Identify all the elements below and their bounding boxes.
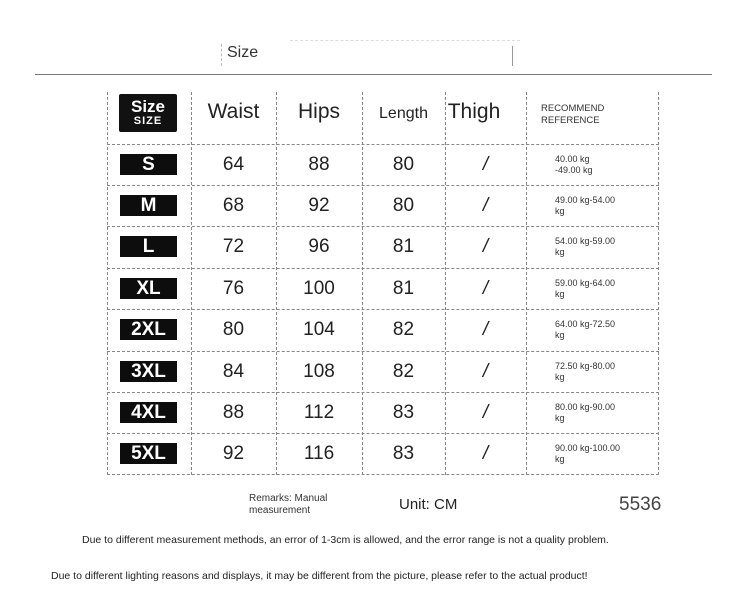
reference-text bbox=[555, 278, 615, 300]
size-tag: S bbox=[120, 154, 177, 175]
reference-line1: 80.00 kg-90.00 bbox=[555, 402, 616, 412]
cell-hips: 116 bbox=[303, 443, 335, 464]
column-header-waist: Waist bbox=[207, 100, 260, 123]
cell-length: 82 bbox=[392, 361, 415, 382]
cell-waist: 88 bbox=[222, 402, 245, 423]
table-row bbox=[107, 309, 659, 351]
cell-waist: 92 bbox=[222, 443, 245, 464]
measurement-note: Due to different measurement methods, an error of 1-3cm is allowed, and the error range is not a quality problem. bbox=[82, 534, 609, 546]
reference-line2: kg bbox=[555, 247, 565, 257]
reference-line2: kg bbox=[555, 454, 565, 464]
reference-line1: 90.00 kg-100.00 bbox=[555, 443, 621, 453]
reference-text bbox=[555, 195, 615, 217]
reference-line2: kg bbox=[555, 330, 565, 340]
cell-reference bbox=[555, 309, 655, 351]
cell-reference bbox=[555, 185, 655, 227]
reference-header-line1: RECOMMEND bbox=[541, 103, 605, 114]
cell-hips: 100 bbox=[303, 278, 335, 299]
title-tick-right bbox=[512, 46, 513, 66]
cell-length: 81 bbox=[392, 278, 415, 299]
cell-waist: 84 bbox=[222, 361, 245, 382]
cell-length: 81 bbox=[392, 236, 415, 257]
size-table bbox=[107, 92, 659, 475]
header-rule bbox=[35, 74, 712, 75]
cell-reference bbox=[555, 351, 655, 393]
table-row bbox=[107, 392, 659, 434]
size-tag: M bbox=[120, 195, 177, 216]
cell-hips: 92 bbox=[308, 195, 330, 216]
cell-length: 82 bbox=[392, 319, 415, 340]
reference-line1: 54.00 kg-59.00 bbox=[555, 236, 616, 246]
cell-waist: 76 bbox=[222, 278, 245, 299]
reference-text bbox=[555, 402, 615, 424]
cell-reference bbox=[555, 268, 655, 310]
cell-length: 83 bbox=[392, 443, 415, 464]
reference-line2: -49.00 kg bbox=[555, 165, 593, 175]
reference-line1: 64.00 kg-72.50 bbox=[555, 319, 616, 329]
column-header-length: Length bbox=[379, 105, 428, 122]
cell-hips: 96 bbox=[308, 236, 330, 257]
cell-thigh: / bbox=[482, 319, 489, 340]
column-header-thigh: Thigh bbox=[447, 100, 501, 123]
cell-reference bbox=[555, 433, 655, 475]
table-row bbox=[107, 268, 659, 310]
title-tick-left bbox=[221, 44, 223, 66]
cell-waist: 68 bbox=[222, 195, 245, 216]
table-row bbox=[107, 144, 659, 186]
reference-line1: 40.00 kg bbox=[555, 154, 590, 164]
cell-thigh: / bbox=[482, 236, 489, 257]
reference-line2: kg bbox=[555, 413, 565, 423]
reference-line2: kg bbox=[555, 372, 565, 382]
cell-hips: 88 bbox=[308, 154, 330, 175]
size-logo bbox=[119, 94, 177, 132]
reference-text bbox=[555, 319, 615, 341]
remarks-text: Remarks: Manual measurement bbox=[249, 493, 328, 516]
column-header-hips: Hips bbox=[297, 100, 340, 123]
reference-text bbox=[555, 443, 620, 465]
reference-line1: 59.00 kg-64.00 bbox=[555, 278, 616, 288]
reference-line1: 72.50 kg-80.00 bbox=[555, 361, 616, 371]
cell-thigh: / bbox=[482, 195, 489, 216]
reference-text bbox=[555, 361, 615, 383]
table-row bbox=[107, 433, 659, 475]
top-divider-dashed bbox=[290, 40, 520, 42]
cell-waist: 80 bbox=[222, 319, 245, 340]
table-row bbox=[107, 351, 659, 393]
size-tag: L bbox=[120, 236, 177, 257]
reference-text bbox=[555, 236, 615, 258]
reference-line2: kg bbox=[555, 206, 565, 216]
cell-waist: 72 bbox=[222, 236, 245, 257]
cell-length: 83 bbox=[392, 402, 415, 423]
reference-line1: 49.00 kg-54.00 bbox=[555, 195, 616, 205]
product-code: 5536 bbox=[619, 494, 662, 515]
cell-waist: 64 bbox=[222, 154, 245, 175]
size-tag: 2XL bbox=[120, 319, 177, 340]
table-row bbox=[107, 185, 659, 227]
cell-length: 80 bbox=[392, 195, 415, 216]
column-header-reference bbox=[541, 103, 656, 133]
reference-header-line2: REFERENCE bbox=[541, 115, 600, 126]
reference-line2: kg bbox=[555, 289, 565, 299]
cell-reference bbox=[555, 226, 655, 268]
table-row bbox=[107, 226, 659, 268]
size-logo-line1: Size bbox=[130, 97, 166, 116]
cell-thigh: / bbox=[482, 278, 489, 299]
page-title: Size bbox=[227, 44, 259, 61]
unit-label: Unit: CM bbox=[399, 496, 458, 513]
size-logo-line2: SIZE bbox=[133, 115, 163, 127]
display-note: Due to different lighting reasons and displays, it may be different from the picture, please refer to the actual product! bbox=[51, 570, 588, 582]
cell-reference bbox=[555, 144, 655, 186]
cell-reference bbox=[555, 392, 655, 434]
cell-thigh: / bbox=[482, 154, 489, 175]
size-tag: 4XL bbox=[120, 402, 177, 423]
cell-thigh: / bbox=[482, 402, 489, 423]
cell-hips: 112 bbox=[303, 402, 335, 423]
cell-length: 80 bbox=[392, 154, 415, 175]
size-tag: 5XL bbox=[120, 443, 177, 464]
cell-hips: 108 bbox=[303, 361, 335, 382]
size-tag: XL bbox=[120, 278, 177, 299]
cell-thigh: / bbox=[482, 443, 489, 464]
size-tag: 3XL bbox=[120, 361, 177, 382]
reference-text bbox=[555, 154, 593, 176]
cell-hips: 104 bbox=[303, 319, 335, 340]
cell-thigh: / bbox=[482, 361, 489, 382]
